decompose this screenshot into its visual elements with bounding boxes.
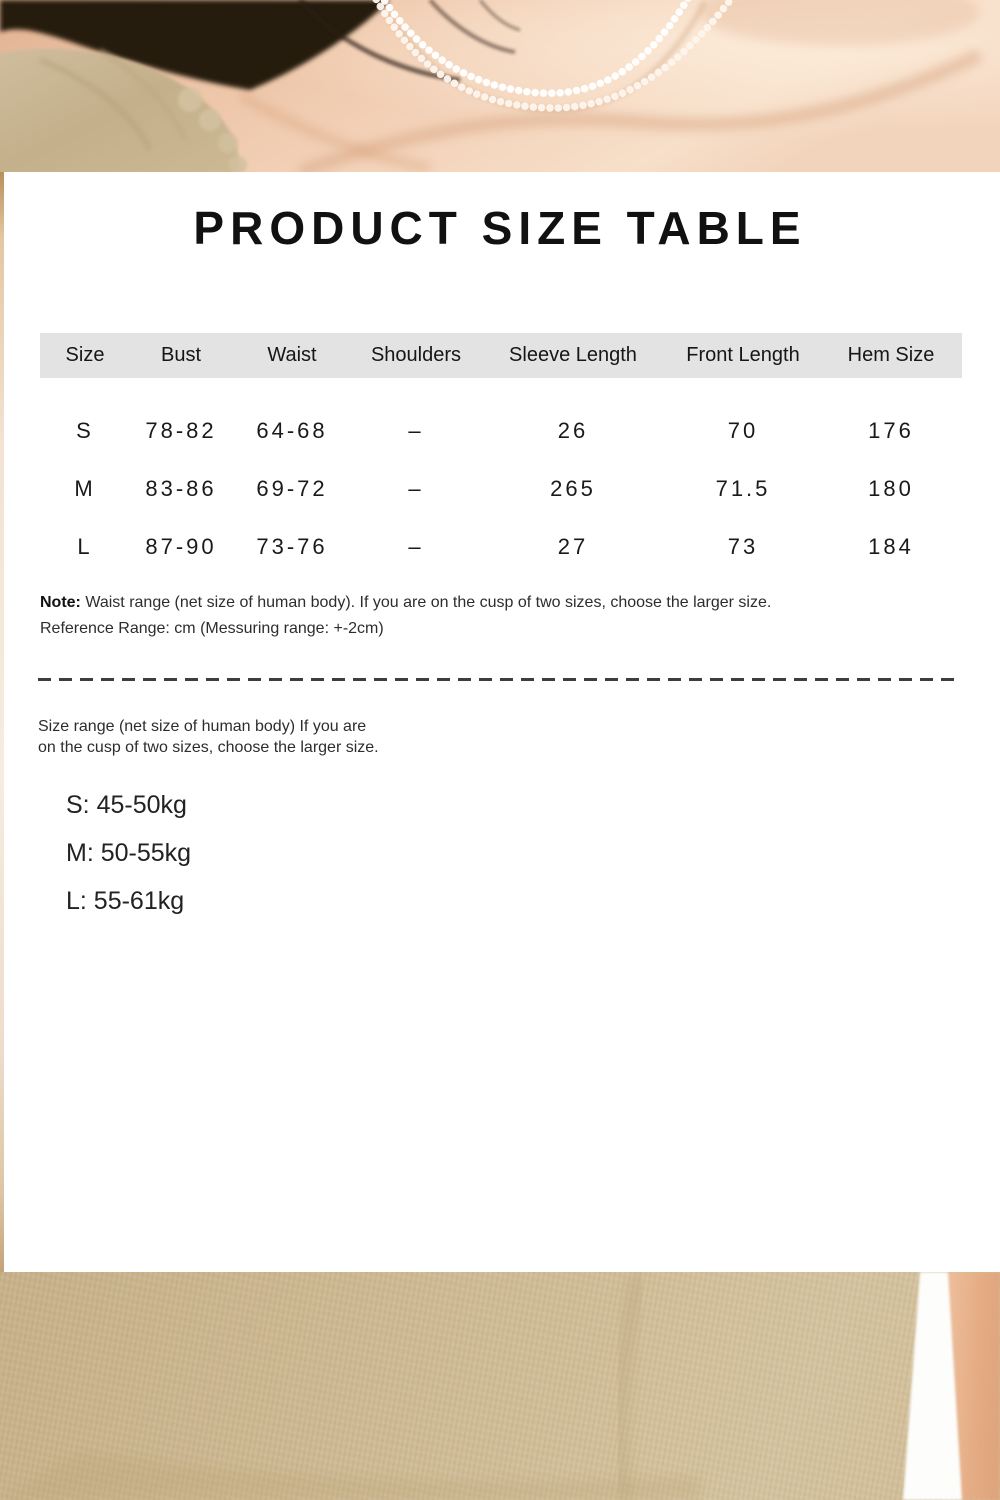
column-header-front-length: Front Length: [686, 344, 800, 366]
table-cell: L: [77, 533, 93, 559]
table-cell: 176: [868, 417, 914, 443]
table-cell: 180: [868, 475, 914, 501]
size-range-line-1: Size range (net size of human body) If you are: [38, 718, 367, 735]
column-header-sleeve-length: Sleeve Length: [509, 344, 637, 366]
note-block: [40, 590, 960, 642]
note-label: Note:: [40, 594, 81, 611]
bottom-photo-fabric: [0, 1272, 1000, 1500]
table-cell: M: [74, 475, 96, 501]
left-photo-edge-strip: [0, 172, 4, 1272]
table-cell: 87-90: [145, 533, 217, 559]
weight-guide-item: S: 45-50kg: [66, 791, 187, 819]
table-cell: 64-68: [256, 417, 328, 443]
column-header-bust: Bust: [160, 344, 202, 366]
table-row: [40, 524, 962, 569]
table-cell: 73: [727, 533, 759, 559]
table-row: [40, 466, 962, 511]
table-cell: 26: [557, 417, 589, 443]
note-line: [40, 590, 960, 616]
table-row: [40, 408, 962, 453]
weight-guide-item: L: 55-61kg: [66, 887, 185, 915]
size-table-header: [40, 333, 962, 378]
bottom-photo-overlay: [0, 1272, 1000, 1500]
size-range-intro: [38, 716, 638, 758]
table-cell: S: [76, 417, 94, 443]
table-cell: –: [408, 533, 424, 559]
table-cell: 27: [557, 533, 589, 559]
reference-line: Reference Range: cm (Messuring range: +-2cm): [40, 620, 384, 637]
table-cell: –: [408, 475, 424, 501]
table-cell: 73-76: [256, 533, 328, 559]
size-table-rows: [40, 408, 962, 582]
table-cell: 70: [727, 417, 759, 443]
dashed-divider: [38, 678, 962, 681]
page-title: PRODUCT SIZE TABLE: [193, 202, 807, 254]
column-header-size: Size: [65, 344, 105, 366]
column-header-hem-size: Hem Size: [847, 344, 935, 366]
table-cell: –: [408, 417, 424, 443]
column-header-shoulders: Shoulders: [370, 344, 462, 366]
table-cell: 184: [868, 533, 914, 559]
table-cell: 78-82: [145, 417, 217, 443]
table-cell: 83-86: [145, 475, 217, 501]
table-cell: 71.5: [715, 475, 771, 501]
weight-guide-list: [66, 790, 191, 934]
top-photo-illustration: [0, 0, 1000, 172]
note-text: Waist range (net size of human body). If you are on the cusp of two sizes, choose the larger size.: [80, 594, 772, 611]
column-header-waist: Waist: [267, 344, 317, 366]
table-cell: 265: [550, 475, 596, 501]
table-cell: 69-72: [256, 475, 328, 501]
top-photo-model-neck: [0, 0, 1000, 172]
weight-guide-item: M: 50-55kg: [66, 839, 192, 867]
size-range-line-2: on the cusp of two sizes, choose the larger size.: [38, 739, 379, 756]
